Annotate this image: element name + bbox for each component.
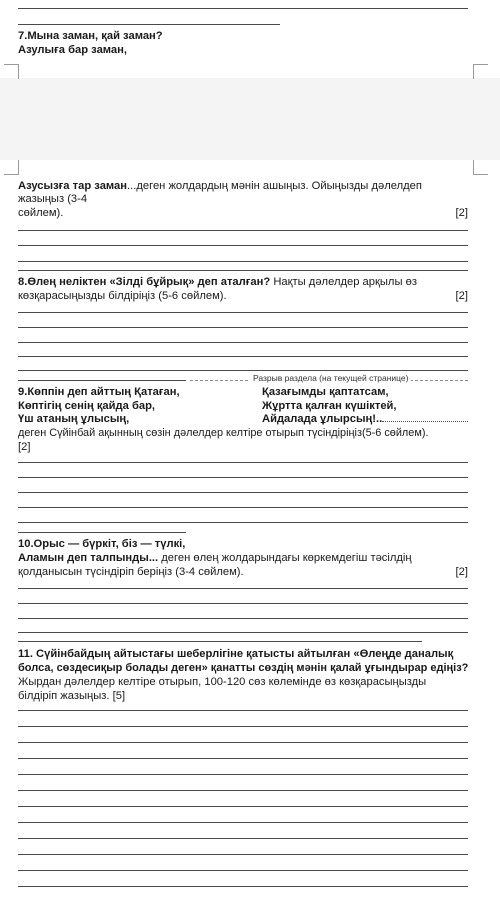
answer-line [18, 790, 468, 791]
answer-line [18, 261, 468, 262]
q11-line3: Жырдан дәлелдер келтіре отырып, 100-120 сөз көлемінде өз көзқарасыңызды [18, 676, 427, 688]
q9-right-line2: Жұртта қалған күшіктей, [262, 400, 397, 412]
answer-line [18, 342, 468, 343]
answer-line [18, 245, 468, 246]
answer-line [18, 327, 468, 328]
answer-line [18, 522, 468, 523]
page-corner-mark [4, 64, 19, 79]
answer-line [18, 870, 468, 871]
q10-line3: қолданысын түсіндіріп беріңіз (3-4 сөйлем). [18, 566, 244, 578]
answer-line [18, 8, 468, 9]
q11-line1: 11. Сүйінбайдың айтыстағы шеберлігіне қатысты айтылған «Өлеңде даналық [18, 648, 454, 660]
q9-left-line1: 9.Көппін деп айттың Қатаған, [18, 386, 180, 398]
q9-left-line3: Үш атаның ұлысың, [18, 413, 130, 425]
q7-line4: жазыңыз (3-4 [18, 193, 88, 205]
page-main [0, 160, 500, 900]
answer-line [18, 822, 468, 823]
q8-mark: [2] [455, 290, 468, 302]
answer-line [18, 886, 468, 887]
q7-line3: Азусызға тар заман...деген жолдардың мәнін ашыңыз. Ойыңызды дәлелдеп [18, 180, 422, 192]
q8-line2: көзқарасыңызды білдіріңіз (5-6 сөйлем). [18, 290, 227, 302]
page-corner-mark [473, 160, 488, 175]
answer-line [18, 356, 468, 357]
answer-line [18, 380, 186, 381]
q11-line2: болса, сөздесиқыр болады деген» қанатты сөздің мәнін қалай ұғындырар едіңіз? [18, 662, 469, 674]
q7-line5: сөйлем). [18, 207, 64, 219]
answer-line [18, 477, 468, 478]
q9-right-line3: Айдалада ұлырсың!.. [262, 413, 383, 425]
answer-line [18, 312, 468, 313]
answer-line [18, 726, 468, 727]
q7-title: 7.Мына заман, қай заман? [18, 30, 163, 42]
answer-line [18, 641, 422, 642]
q11-line4: білдіріп жазыңыз. [5] [18, 690, 126, 702]
answer-line [18, 462, 468, 463]
answer-line [18, 632, 468, 633]
q10-line2: Аламын деп талпынды... деген өлең жолдарындағы көркемдегіш тәсілдің [18, 552, 412, 564]
answer-line [18, 758, 468, 759]
answer-line [18, 618, 468, 619]
answer-line [18, 603, 468, 604]
answer-line [18, 710, 468, 711]
answer-line [18, 24, 280, 25]
dotted-leader [382, 421, 468, 422]
q10-title: 10.Орыс — бүркіт, біз — түлкі, [18, 538, 186, 550]
q7-mark: [2] [455, 207, 468, 219]
page-top [0, 0, 500, 78]
answer-line [18, 492, 468, 493]
q7-line2: Азулыға бар заман, [18, 44, 128, 56]
answer-line [18, 806, 468, 807]
q9-right-line1: Қазағымды қаптатсам, [262, 386, 389, 398]
q9-line4: деген Сүйінбай ақынның сөзін дәлелдер келтіре отырып түсіндіріңіз(5-6 сөйлем). [18, 427, 429, 439]
answer-line [18, 742, 468, 743]
page-corner-mark [473, 64, 488, 79]
answer-line [18, 838, 468, 839]
answer-line [18, 774, 468, 775]
page-corner-mark [4, 160, 19, 175]
answer-line [18, 370, 468, 371]
answer-line [18, 507, 468, 508]
q8-title: 8.Өлең неліктен «Зілді бұйрық» деп аталған? Нақты дәлелдер арқылы өз [18, 276, 417, 288]
section-break-label: Разрыв раздела (на текущей странице) [250, 373, 411, 383]
answer-line [18, 230, 468, 231]
q9-mark: [2] [18, 441, 31, 453]
q10-mark: [2] [455, 566, 468, 578]
answer-line [18, 854, 468, 855]
answer-line [18, 588, 468, 589]
answer-line [18, 532, 186, 533]
answer-line [18, 270, 468, 271]
q9-left-line2: Көптігің сенің қайда бар, [18, 400, 156, 412]
